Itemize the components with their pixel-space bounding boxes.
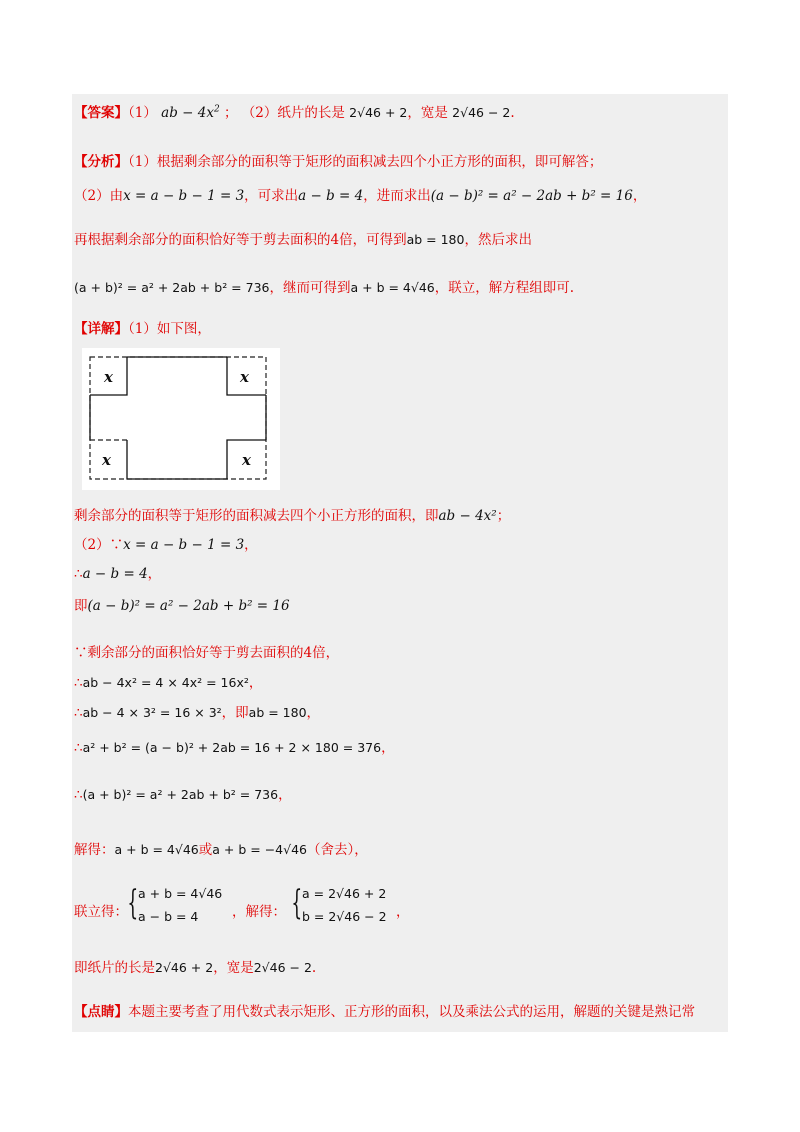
analysis-l4-b: ，联立，解方程组即可. xyxy=(434,280,575,296)
detail-line-9 xyxy=(74,738,395,758)
detail-d6-end: ， xyxy=(248,675,263,691)
comment-line xyxy=(74,1002,695,1022)
detail-line-5 xyxy=(74,596,290,616)
answer-mid: ，宽是 xyxy=(407,105,448,121)
detail-line-4 xyxy=(74,564,161,584)
detail-tag: 【详解】 xyxy=(74,321,128,337)
detail-d10-or: 或 xyxy=(198,842,213,858)
detail-d6-eq: ab − 4x² = 4 × 4x² = 16x² xyxy=(82,675,249,690)
detail-d12-a: 即纸片的长是 xyxy=(74,960,155,976)
detail-d8-a: ∴ xyxy=(74,740,83,756)
detail-d10-end: （舍去）， xyxy=(307,842,368,858)
detail-d3-end: ， xyxy=(147,566,162,582)
detail-d7-eq2: ab = 180 xyxy=(248,705,307,720)
answer-semicolon: ； xyxy=(223,105,238,121)
detail-d1-text: 剩余部分的面积等于矩形的面积减去四个小正方形的面积，即 xyxy=(74,508,439,524)
analysis-eq-square: (a − b)² = a² − 2ab + b² = 16 xyxy=(430,188,633,204)
detail-d10-eq1: a + b = 4√46 xyxy=(114,842,199,857)
label-x-bottom-left: x xyxy=(102,451,111,469)
analysis-eq-sum-square: (a + b)² = a² + 2ab + b² = 736 xyxy=(74,280,270,295)
rectangle-figure xyxy=(82,348,280,490)
cut-corners-diagram xyxy=(82,348,280,490)
detail-d1-eq: ab − 4x² xyxy=(438,508,497,524)
detail-d1-end: ； xyxy=(496,508,511,524)
answer-tag: 【答案】 xyxy=(74,105,128,121)
detail-d12-eq1: 2√46 + 2 xyxy=(155,960,214,975)
analysis-line-4 xyxy=(74,278,574,298)
answer-expr1: ab − 4x xyxy=(161,105,214,121)
detail-d6-a: ∴ xyxy=(74,675,83,691)
detail-d9-a: ∴ xyxy=(74,787,83,803)
system1-row1: a + b = 4√46 xyxy=(138,886,223,901)
comment-text: 本题主要考查了用代数式表示矩形、正方形的面积，以及乘法公式的运用，解题的关键是熟记常 xyxy=(128,1004,695,1020)
detail-line-7 xyxy=(74,673,262,693)
detail-line-6 xyxy=(74,643,339,663)
detail-d11-a: 联立得： xyxy=(74,904,128,920)
detail-d2-end: ， xyxy=(244,537,258,553)
analysis-l2-d: ， xyxy=(632,188,647,204)
detail-d5-text: ∵剩余部分的面积恰好等于剪去面积的4倍， xyxy=(74,645,340,661)
answer-part1-label: （1） xyxy=(128,105,157,121)
detail-d11-end: ， xyxy=(396,904,410,920)
answer-line: 【答案】（1） ab − $4x^2$ ； （2）纸片的长是 2√46 + 2，宽是 2√46 − 2. xyxy=(74,104,515,121)
analysis-line-2 xyxy=(74,186,646,206)
detail-line-1 xyxy=(74,319,211,339)
comment-tag: 【点睛】 xyxy=(74,1004,128,1020)
label-x-top-left: x xyxy=(104,368,113,386)
answer-part2-label: （2）纸片的长是 xyxy=(241,105,345,121)
detail-line-11 xyxy=(74,840,368,860)
system2-row2: b = 2√46 − 2 xyxy=(302,909,387,924)
detail-d2-a: （2）∵ xyxy=(74,537,124,553)
detail-d4-eq: (a − b)² = a² − 2ab + b² = 16 xyxy=(87,598,290,614)
detail-line-12 xyxy=(74,958,316,978)
detail-d8-eq: a² + b² = (a − b)² + 2ab = 16 + 2 × 180 = 376 xyxy=(82,740,382,755)
detail-d7-eq: ab − 4 × 3² = 16 × 3² xyxy=(82,705,222,720)
detail-d10-eq2: a + b = −4√46 xyxy=(212,842,307,857)
analysis-l2-a: （2）由 xyxy=(74,188,124,204)
detail-d2-eq: x = a − b − 1 = 3 xyxy=(123,537,245,553)
analysis-tag: 【分析】 xyxy=(74,154,128,170)
detail-d3-a: ∴ xyxy=(74,566,83,582)
label-x-top-right: x xyxy=(240,368,249,386)
detail-d8-end: ， xyxy=(381,740,395,756)
answer-width: 2√46 − 2 xyxy=(452,105,511,120)
detail-d10-a: 解得： xyxy=(74,842,115,858)
analysis-l2-c: ，进而求出 xyxy=(363,188,431,204)
detail-p1-head: （1）如下图， xyxy=(128,321,211,337)
detail-d9-end: ， xyxy=(278,787,292,803)
detail-d12-end: . xyxy=(311,960,317,976)
analysis-eq-ab: ab = 180 xyxy=(406,232,465,247)
answer-length: 2√46 + 2 xyxy=(349,105,408,120)
system-brace-2: { xyxy=(291,883,303,923)
detail-d3-eq: a − b = 4 xyxy=(82,566,148,582)
answer-end: . xyxy=(510,105,515,121)
analysis-eq-sum: a + b = 4√46 xyxy=(350,280,435,295)
detail-d7-end: ， xyxy=(306,705,321,721)
detail-d11-b: ，解得： xyxy=(232,904,286,920)
system1-row2: a − b = 4 xyxy=(138,909,199,924)
system2-row1: a = 2√46 + 2 xyxy=(302,886,387,901)
detail-d7-a: ∴ xyxy=(74,705,83,721)
detail-d9-eq: (a + b)² = a² + 2ab + b² = 736 xyxy=(82,787,279,802)
analysis-l3-a: 再根据剩余部分的面积恰好等于剪去面积的4倍，可得到 xyxy=(74,232,407,248)
detail-line-2 xyxy=(74,506,510,526)
analysis-l4-a: ，继而可得到 xyxy=(269,280,351,296)
analysis-text-1: （1）根据剩余部分的面积等于矩形的面积减去四个小正方形的面积，即可解答； xyxy=(128,154,603,170)
detail-d12-eq2: 2√46 − 2 xyxy=(253,960,312,975)
label-x-bottom-right: x xyxy=(242,451,251,469)
detail-line-8 xyxy=(74,703,320,723)
analysis-l3-b: ，然后求出 xyxy=(464,232,532,248)
detail-line-3 xyxy=(74,535,258,555)
detail-d4-a: 即 xyxy=(74,598,88,614)
detail-d12-b: ，宽是 xyxy=(213,960,254,976)
analysis-eq-a-minus-b: a − b = 4 xyxy=(298,188,364,204)
analysis-line-3 xyxy=(74,230,532,250)
detail-d7-b: ，即 xyxy=(221,705,249,721)
detail-line-10 xyxy=(74,785,292,805)
system-brace-1: { xyxy=(127,883,139,923)
analysis-l2-b: ，可求出 xyxy=(244,188,299,204)
analysis-line-1 xyxy=(74,152,602,172)
analysis-eq-x: x = a − b − 1 = 3 xyxy=(123,188,245,204)
